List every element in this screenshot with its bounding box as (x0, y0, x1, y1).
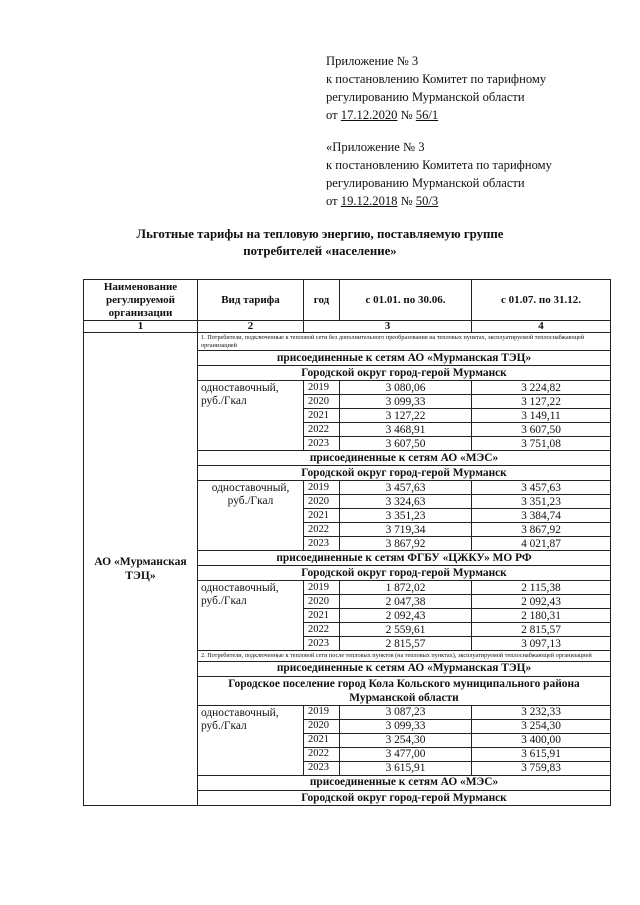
connection-label: присоединенные к сетям АО «Мурманская ТЭЦ» (198, 351, 611, 366)
tariff-type: одноставочный, руб./Гкал (198, 705, 304, 775)
connection-label: присоединенные к сетям ФГБУ «ЦЖКУ» МО РФ (198, 551, 611, 566)
tariff-type: одноставочный, руб./Гкал (198, 381, 304, 451)
tariff-h1-cell: 3 719,34 (340, 523, 472, 537)
tariff-h2-cell: 3 759,83 (472, 761, 611, 775)
header-org: Наименование регулируемой организации (84, 280, 198, 321)
tariff-h2-cell: 3 751,08 (472, 437, 611, 451)
decree-number: 56/1 (415, 108, 439, 122)
tariff-h1-cell: 3 087,23 (340, 705, 472, 719)
year-cell: 2021 (304, 609, 340, 623)
tariff-h2-cell: 3 232,33 (472, 705, 611, 719)
tariff-h2-cell: 3 127,22 (472, 395, 611, 409)
year-cell: 2019 (304, 705, 340, 719)
connection-label: присоединенные к сетям АО «МЭС» (198, 451, 611, 466)
connection-label: присоединенные к сетям АО «Мурманская ТЭЦ» (198, 661, 611, 676)
number-prefix: № (397, 108, 416, 122)
tariff-h1-cell: 3 099,33 (340, 719, 472, 733)
territory-label: Городской округ город-герой Мурманск (198, 566, 611, 581)
year-cell: 2023 (304, 761, 340, 775)
tariff-h1-cell: 3 080,06 (340, 381, 472, 395)
header-year: год (304, 280, 340, 321)
year-cell: 2020 (304, 595, 340, 609)
tariff-h1-cell: 3 254,30 (340, 733, 472, 747)
year-cell: 2022 (304, 423, 340, 437)
year-cell: 2021 (304, 733, 340, 747)
decree-date-line (326, 192, 552, 210)
tariff-h1-cell: 3 099,33 (340, 395, 472, 409)
tariff-h2-cell: 3 149,11 (472, 409, 611, 423)
tariff-h1-cell: 3 615,91 (340, 761, 472, 775)
header-period-1: с 01.01. по 30.06. (340, 280, 472, 321)
tariff-h2-cell: 2 092,43 (472, 595, 611, 609)
connection-label: присоединенные к сетям АО «МЭС» (198, 775, 611, 790)
tariff-h2-cell: 2 180,31 (472, 609, 611, 623)
tariff-h2-cell: 4 021,87 (472, 537, 611, 551)
decree-number: 50/3 (415, 194, 439, 208)
column-number-row (84, 321, 611, 333)
decree-date: 19.12.2018 (340, 194, 398, 208)
number-prefix: № (397, 194, 416, 208)
tariff-h1-cell: 1 872,02 (340, 581, 472, 595)
year-cell: 2021 (304, 409, 340, 423)
year-cell: 2022 (304, 747, 340, 761)
consumer-group-note: 1. Потребители, подключенные к тепловой сети без дополнительного преобразования на тепловых пунктах, эксплуатируемой теплоснабжающей организацией (198, 333, 611, 351)
territory-label: Городской округ город-герой Мурманск (198, 790, 611, 805)
decree-line: к постановлению Комитета по тарифному (326, 158, 552, 172)
year-cell: 2021 (304, 509, 340, 523)
tariff-h1-cell: 2 047,38 (340, 595, 472, 609)
committee-line: регулированию Мурманской области (326, 176, 525, 190)
year-cell: 2019 (304, 381, 340, 395)
tariff-h2-cell: 3 097,13 (472, 637, 611, 651)
tariff-h1-cell: 2 559,61 (340, 623, 472, 637)
tariff-h2-cell: 2 115,38 (472, 581, 611, 595)
header-period-2: с 01.07. по 31.12. (472, 280, 611, 321)
document-title (90, 226, 550, 260)
year-cell: 2023 (304, 437, 340, 451)
tariff-h1-cell: 3 867,92 (340, 537, 472, 551)
tariff-h2-cell: 3 457,63 (472, 481, 611, 495)
tariff-h2-cell: 2 815,57 (472, 623, 611, 637)
column-number: 1 (84, 321, 198, 333)
tariff-h2-cell: 3 615,91 (472, 747, 611, 761)
tariff-h1-cell: 3 477,00 (340, 747, 472, 761)
column-number: 4 (472, 321, 611, 333)
territory-label: Городской округ город-герой Мурманск (198, 366, 611, 381)
tariff-h2-cell: 3 224,82 (472, 381, 611, 395)
tariff-h1-cell: 2 092,43 (340, 609, 472, 623)
tariff-h1-cell: 3 607,50 (340, 437, 472, 451)
tariff-h2-cell: 3 384,74 (472, 509, 611, 523)
appendix-line: Приложение № 3 (326, 54, 419, 68)
year-cell: 2023 (304, 637, 340, 651)
tariff-h2-cell: 3 351,23 (472, 495, 611, 509)
year-cell: 2023 (304, 537, 340, 551)
column-number: 3 (304, 321, 472, 333)
appendix-header-original (326, 138, 552, 210)
appendix-line: «Приложение № 3 (326, 140, 425, 154)
decree-date-line (326, 106, 546, 124)
tariff-type: одноставочный, руб./Гкал (198, 581, 304, 651)
territory-label: Городское поселение город Кола Кольского муниципального района Мурманской области (198, 676, 611, 705)
tariff-h1-cell: 2 815,57 (340, 637, 472, 651)
consumer-group-note: 2. Потребители, подключенные к тепловой сети после тепловых пунктов (на тепловых пунктах), эксплуатируемой теплоснабжающей организацией (198, 651, 611, 662)
title-line: потребителей «население» (243, 244, 397, 258)
tariff-h2-cell: 3 400,00 (472, 733, 611, 747)
column-number: 2 (198, 321, 304, 333)
year-cell: 2022 (304, 623, 340, 637)
table-header-row (84, 280, 611, 321)
organization-name: АО «Мурманская ТЭЦ» (84, 333, 198, 806)
tariff-h1-cell: 3 457,63 (340, 481, 472, 495)
appendix-header-current (326, 52, 546, 124)
year-cell: 2020 (304, 719, 340, 733)
tariff-h1-cell: 3 127,22 (340, 409, 472, 423)
tariff-h1-cell: 3 324,63 (340, 495, 472, 509)
tariff-h2-cell: 3 254,30 (472, 719, 611, 733)
tariff-h1-cell: 3 468,91 (340, 423, 472, 437)
year-cell: 2020 (304, 495, 340, 509)
tariff-table (83, 279, 611, 806)
decree-date: 17.12.2020 (340, 108, 398, 122)
date-prefix: от (326, 194, 341, 208)
committee-line: регулированию Мурманской области (326, 90, 525, 104)
header-tariff-kind: Вид тарифа (198, 280, 304, 321)
year-cell: 2019 (304, 581, 340, 595)
territory-label: Городской округ город-герой Мурманск (198, 466, 611, 481)
year-cell: 2019 (304, 481, 340, 495)
tariff-type: одноставочный, руб./Гкал (198, 481, 304, 551)
title-line: Льготные тарифы на тепловую энергию, поставляемую группе (136, 227, 504, 241)
tariff-h2-cell: 3 867,92 (472, 523, 611, 537)
year-cell: 2022 (304, 523, 340, 537)
date-prefix: от (326, 108, 341, 122)
decree-line: к постановлению Комитет по тарифному (326, 72, 547, 86)
tariff-h2-cell: 3 607,50 (472, 423, 611, 437)
year-cell: 2020 (304, 395, 340, 409)
tariff-h1-cell: 3 351,23 (340, 509, 472, 523)
consumer-group-row (84, 333, 611, 351)
